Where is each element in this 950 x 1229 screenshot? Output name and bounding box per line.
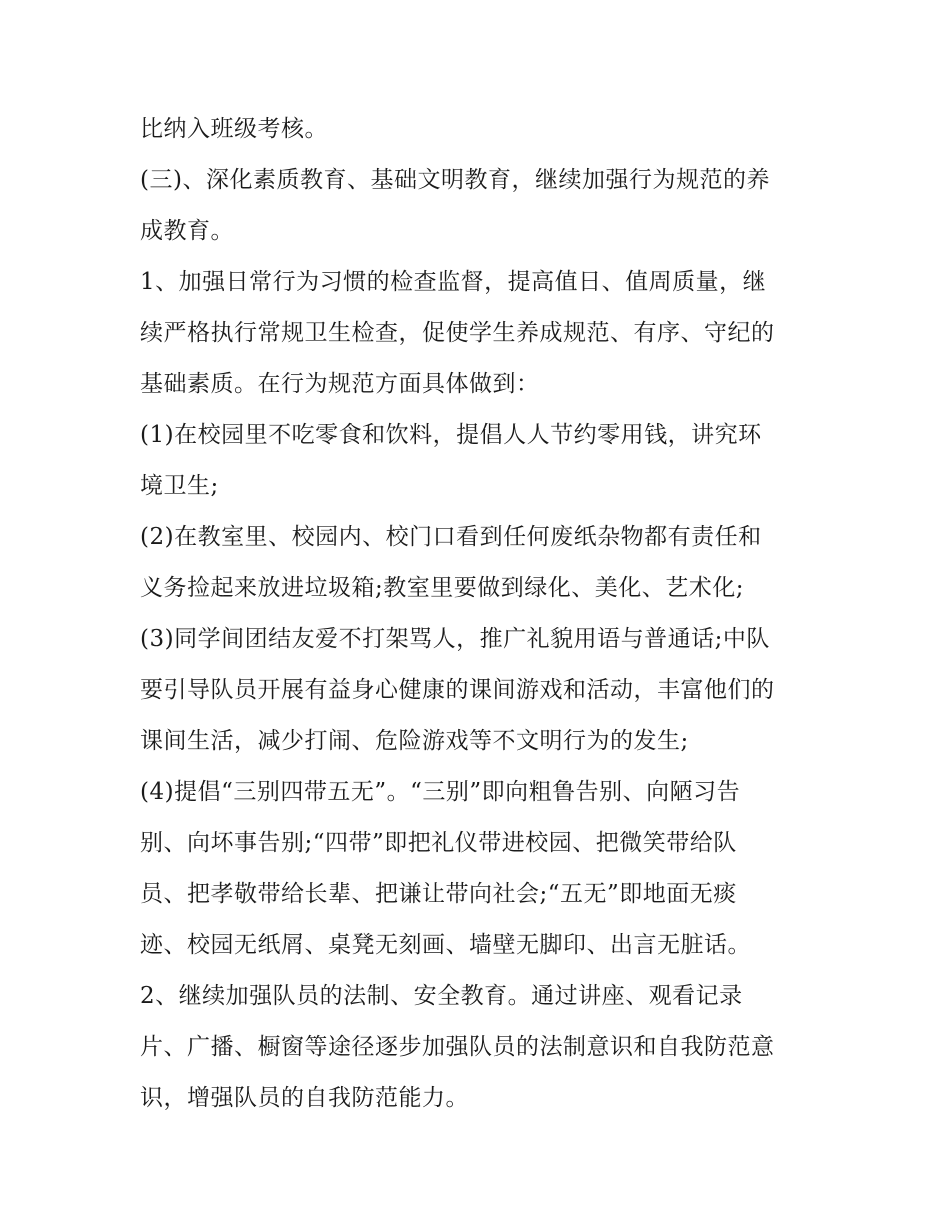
text-line: 1、加强日常行为习惯的检查监督，提高值日、值周质量，继 [140, 269, 767, 295]
text-line: (2)在教室里、校园内、校门口看到任何废纸杂物都有责任和 [140, 524, 762, 550]
section-heading: (三)、深化素质教育、基础文明教育，继续加强行为规范的养 [140, 167, 770, 193]
text-line: (4)提倡“三别四带五无”。“三别”即向粗鲁告别、向陋习告 [140, 779, 741, 805]
text-line: 员、把孝敬带给长辈、把谦让带向社会;“五无”即地面无痰 [140, 881, 737, 907]
text-line: 成教育。 [140, 218, 234, 244]
text-line: 基础素质。在行为规范方面具体做到： [140, 371, 540, 397]
text-line: 2、继续加强队员的法制、安全教育。通过讲座、观看记录 [140, 983, 743, 1009]
text-line: 课间生活，减少打闹、危险游戏等不文明行为的发生; [140, 728, 689, 754]
text-line: 境卫生; [140, 473, 219, 499]
text-line: 迹、校园无纸屑、桌凳无刻画、墙壁无脚印、出言无脏话。 [140, 932, 751, 958]
text-line: 识，增强队员的自我防范能力。 [140, 1085, 469, 1111]
text-line: 义务捡起来放进垃圾箱;教室里要做到绿化、美化、艺术化; [140, 575, 744, 601]
text-line: (3)同学间团结友爱不打架骂人，推广礼貌用语与普通话;中队 [140, 626, 770, 652]
text-line: 别、向坏事告别;“四带”即把礼仪带进校园、把微笑带给队 [140, 830, 737, 856]
text-line: 要引导队员开展有益身心健康的课间游戏和活动，丰富他们的 [140, 677, 775, 703]
text-line: 片、广播、橱窗等途径逐步加强队员的法制意识和自我防范意 [140, 1034, 775, 1060]
text-line: 比纳入班级考核。 [140, 116, 328, 142]
text-line: (1)在校园里不吃零食和饮料，提倡人人节约零用钱，讲究环 [140, 422, 762, 448]
document-body [140, 104, 820, 1124]
text-line: 续严格执行常规卫生检查，促使学生养成规范、有序、守纪的 [140, 320, 775, 346]
